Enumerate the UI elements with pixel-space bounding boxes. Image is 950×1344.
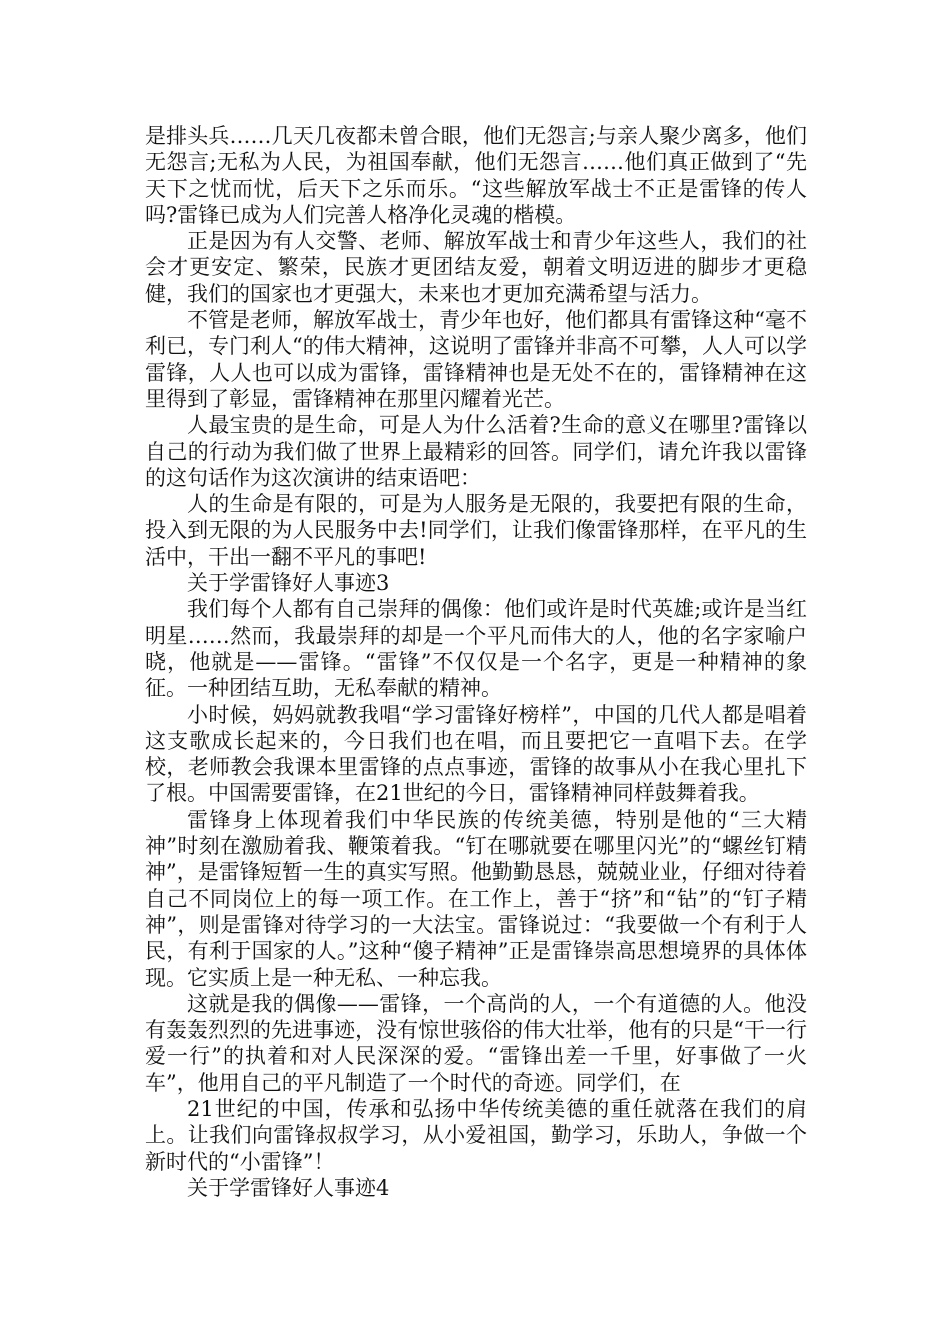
section-heading-4: 关于学雷锋好人事迹4 <box>187 1175 390 1200</box>
paragraph-8: 雷锋身上体现着我们中华民族的传统美德，特别是他的“三大精神”时刻在激励着我、鞭策着我。“钉在哪就要在哪里闪光”的“螺丝钉精神”，是雷锋短暂一生的真实写照。他勤勤恳恳，兢兢业业，仔细对待着自己不同岗位上的每一项工作。在工作上，善于“挤”和“钻”的“钉子精神”，则是雷锋对待学习的一大法宝。雷锋说过：“我要做一个有利于人民，有利于国家的人。”这种“傻子精神”正是雷锋崇高思想境界的具体体现。它实质上是一种无私、一种忘我。 <box>145 807 807 990</box>
paragraph-6: 我们每个人都有自己崇拜的偶像：他们或许是时代英雄;或许是当红明星……然而，我最崇拜的却是一个平凡而伟大的人，他的名字家喻户晓，他就是——雷锋。“雷锋”不仅仅是一个名字，更是一种精神的象征。一种团结互助，无私奉献的精神。 <box>145 597 807 701</box>
paragraph-1: 是排头兵……几天几夜都未曾合眼，他们无怨言;与亲人聚少离多，他们无怨言;无私为人民，为祖国奉献，他们无怨言……他们真正做到了“先天下之忧而忧，后天下之乐而乐。“这些解放军战士不正是雷锋的传人吗?雷锋已成为人们完善人格净化灵魂的楷模。 <box>145 124 807 227</box>
paragraph-7: 小时候，妈妈就教我唱“学习雷锋好榜样”，中国的几代人都是唱着这支歌成长起来的，今日我们也在唱，而且要把它一直唱下去。在学校，老师教会我课本里雷锋的点点事迹，雷锋的故事从小在我心里扎下了根。中国需要雷锋，在21世纪的今日，雷锋精神同样鼓舞着我。 <box>145 702 807 806</box>
paragraph-3: 不管是老师，解放军战士，青少年也好，他们都具有雷锋这种“毫不利已，专门利人“的伟大精神，这说明了雷锋并非高不可攀，人人可以学雷锋，人人也可以成为雷锋，雷锋精神也是无处不在的，雷锋精神在这里得到了彰显，雷锋精神在那里闪耀着光芒。 <box>145 308 807 411</box>
paragraph-9: 这就是我的偶像——雷锋，一个高尚的人，一个有道德的人。他没有轰轰烈烈的先进事迹，没有惊世骇俗的伟大壮举，他有的只是“干一行爱一行”的执着和对人民深深的爱。“雷锋出差一千里，好事做了一火车”，他用自己的平凡制造了一个时代的奇迹。同学们，在 <box>145 991 807 1095</box>
paragraph-2: 正是因为有人交警、老师、解放军战士和青少年这些人，我们的社会才更安定、繁荣，民族才更团结友爱，朝着文明迈进的脚步才更稳健，我们的国家也才更强大，未来也才更加充满希望与活力。 <box>145 229 807 306</box>
document-body <box>145 123 807 1201</box>
section-heading-3: 关于学雷锋好人事迹3 <box>187 571 390 596</box>
paragraph-5: 人的生命是有限的，可是为人服务是无限的，我要把有限的生命，投入到无限的为人民服务中去!同学们，让我们像雷锋那样，在平凡的生活中，干出一翻不平凡的事吧! <box>145 492 807 569</box>
paragraph-10: 21世纪的中国，传承和弘扬中华传统美德的重任就落在我们的肩上。让我们向雷锋叔叔学习，从小爱祖国，勤学习，乐助人，争做一个新时代的“小雷锋”！ <box>145 1096 807 1174</box>
paragraph-4: 人最宝贵的是生命，可是人为什么活着?生命的意义在哪里?雷锋以自己的行动为我们做了世界上最精彩的回答。同学们，请允许我以雷锋的这句话作为这次演讲的结束语吧： <box>145 413 807 490</box>
